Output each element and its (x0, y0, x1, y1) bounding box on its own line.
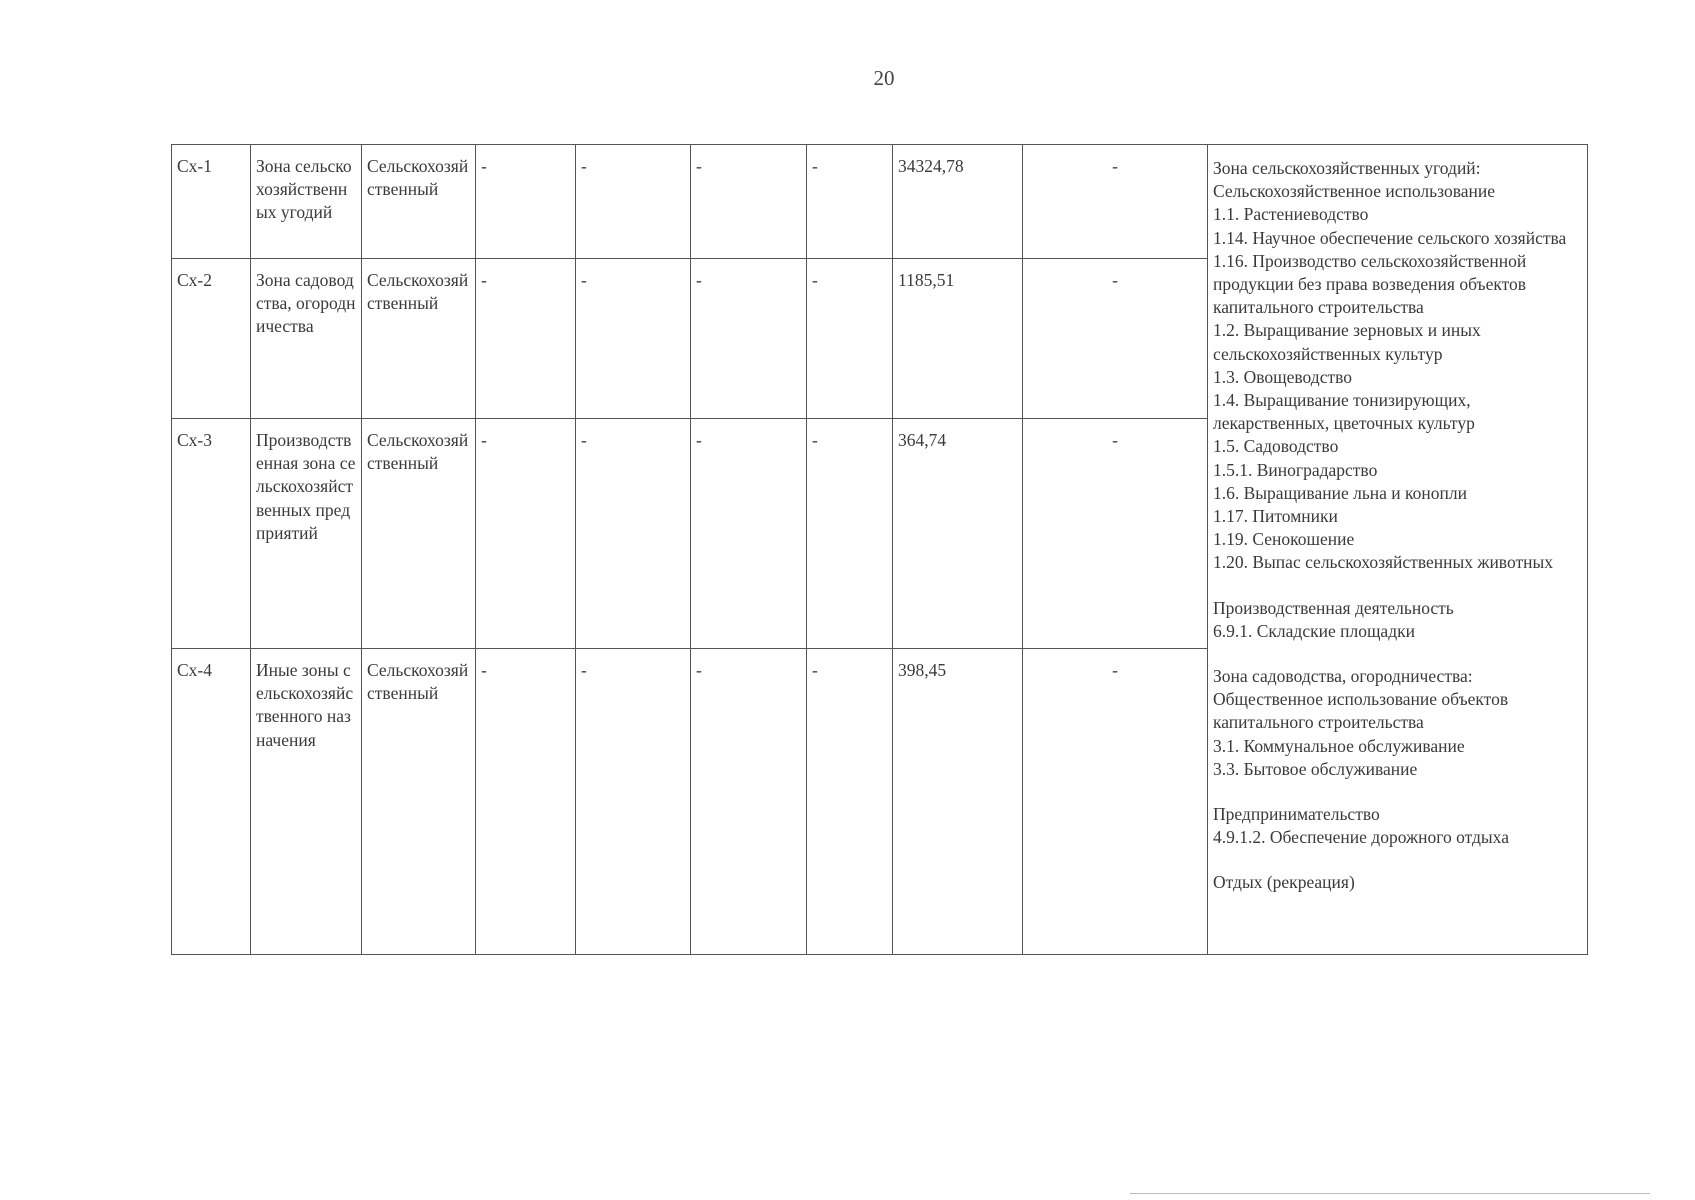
table-cell: - (691, 259, 807, 419)
usage-line: 4.9.1.2. Обеспечение дорожного отдыха (1213, 827, 1509, 848)
usage-spacer (1213, 575, 1583, 597)
table-cell: - (807, 259, 893, 419)
zone-code: Сх-3 (172, 419, 251, 649)
usage-line: 3.1. Коммунальное обслуживание (1213, 735, 1465, 756)
table-cell: - (576, 259, 691, 419)
usage-line: 1.3. Овощеводство (1213, 366, 1353, 387)
table-cell: - (691, 419, 807, 649)
usage-line: Отдых (рекреация) (1213, 872, 1355, 893)
usage-line: 1.17. Питомники (1213, 506, 1338, 527)
zone-category: Сельскохозяйственный (362, 259, 476, 419)
zone-area: 1185,51 (893, 259, 1023, 419)
zone-code: Сх-4 (172, 649, 251, 955)
table-cell: - (576, 419, 691, 649)
usage-line: 1.19. Сенокошение (1213, 529, 1355, 550)
usage-line: 1.20. Выпас сельскохозяйственных животных (1213, 552, 1553, 573)
zone-area: 34324,78 (893, 145, 1023, 259)
usage-line: 1.5. Садоводство (1213, 436, 1339, 457)
usage-line: 1.2. Выращивание зерновых и иных сельскохозяйственных культур (1213, 320, 1481, 364)
usage-spacer (1213, 849, 1583, 871)
usage-line: Производственная деятельность (1213, 597, 1454, 618)
usage-line: Зона садоводства, огородничества: (1213, 666, 1473, 687)
table-cell: - (576, 145, 691, 259)
usage-lines (1213, 157, 1583, 895)
usage-line: Общественное использование объектов капитального строительства (1213, 689, 1509, 733)
zone-name: Иные зоны сельскохозяйственного назначения (251, 649, 362, 955)
scan-artifact-line (1130, 1193, 1650, 1194)
table-cell: - (691, 649, 807, 955)
zones-table (171, 144, 1588, 955)
table-cell: - (1023, 259, 1208, 419)
table-cell: - (576, 649, 691, 955)
table-row (172, 145, 1588, 259)
table-cell: - (1023, 419, 1208, 649)
permitted-use-list (1208, 145, 1588, 955)
zone-category: Сельскохозяйственный (362, 145, 476, 259)
zone-area: 398,45 (893, 649, 1023, 955)
table-cell: - (807, 145, 893, 259)
table-cell: - (476, 419, 576, 649)
table-cell: - (476, 259, 576, 419)
usage-line: 1.5.1. Виноградарство (1213, 459, 1378, 480)
table-cell: - (476, 649, 576, 955)
zones-table-wrapper (171, 144, 1587, 954)
page-number: 20 (873, 66, 895, 90)
usage-spacer (1213, 643, 1583, 665)
table-cell: - (807, 649, 893, 955)
usage-line: 1.6. Выращивание льна и конопли (1213, 482, 1467, 503)
zone-code: Сх-2 (172, 259, 251, 419)
usage-line: 1.16. Производство сельскохозяйственной продукции без права возведения объектов капитального строительства (1213, 250, 1527, 318)
zone-category: Сельскохозяйственный (362, 419, 476, 649)
table-cell: - (1023, 649, 1208, 955)
zone-name: Зона садоводства, огородничества (251, 259, 362, 419)
table-cell: - (807, 419, 893, 649)
usage-line: 6.9.1. Складские площадки (1213, 620, 1415, 641)
usage-line: 1.1. Растениеводство (1213, 204, 1369, 225)
usage-line: Зона сельскохозяйственных угодий: (1213, 158, 1481, 178)
zone-area: 364,74 (893, 419, 1023, 649)
zone-category: Сельскохозяйственный (362, 649, 476, 955)
usage-line: Сельскохозяйственное использование (1213, 181, 1495, 202)
zone-name: Зона сельскохозяйственных угодий (251, 145, 362, 259)
table-cell: - (476, 145, 576, 259)
usage-line: 3.3. Бытовое обслуживание (1213, 758, 1418, 779)
usage-line: Предпринимательство (1213, 804, 1380, 825)
zone-name: Производственная зона сельскохозяйственных предприятий (251, 419, 362, 649)
usage-spacer (1213, 781, 1583, 803)
table-cell: - (691, 145, 807, 259)
usage-line: 1.14. Научное обеспечение сельского хозяйства (1213, 227, 1567, 248)
usage-line: 1.4. Выращивание тонизирующих, лекарственных, цветочных культур (1213, 390, 1475, 434)
zone-code: Сх-1 (172, 145, 251, 259)
table-cell: - (1023, 145, 1208, 259)
